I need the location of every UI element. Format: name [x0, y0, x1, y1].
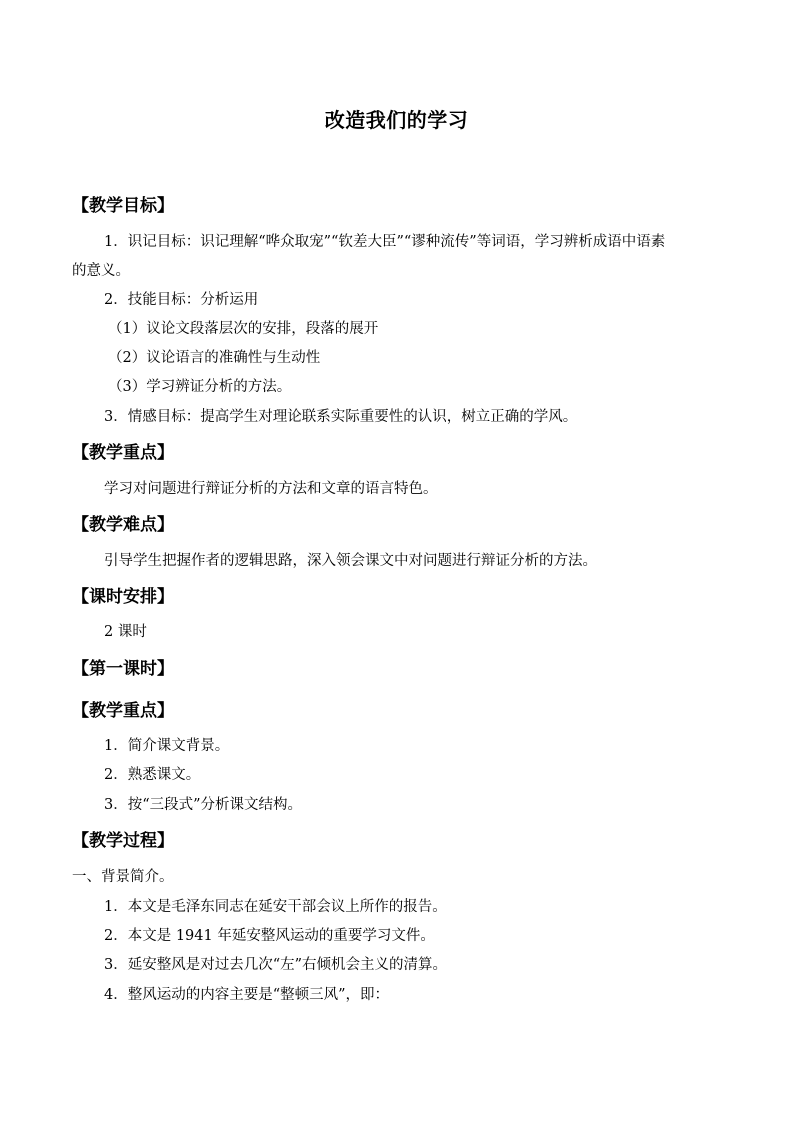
section-heading-difficulty: 【教学难点】: [72, 515, 174, 535]
key-text: 学习对问题进行辩证分析的方法和文章的语言特色。: [104, 481, 438, 497]
section-heading-process: 【教学过程】: [72, 831, 174, 851]
process-item-2: 2．本文是 1941 年延安整风运动的重要学习文件。: [104, 928, 435, 944]
goal-2-sub-2: （2）议论语言的准确性与生动性: [108, 350, 321, 366]
section-heading-goals: 【教学目标】: [72, 196, 174, 216]
goal-1-line-1: 1．识记目标：识记理解“哗众取宠”“钦差大臣”“谬种流传”等词语，学习辨析成语中语素: [104, 234, 666, 250]
lesson-1-key-2: 2．熟悉课文。: [104, 767, 201, 783]
process-part-1: 一、背景简介。: [72, 869, 174, 885]
difficulty-text: 引导学生把握作者的逻辑思路，深入领会课文中对问题进行辩证分析的方法。: [104, 553, 597, 569]
section-heading-lesson-1-key: 【教学重点】: [72, 701, 174, 721]
process-item-1: 1．本文是毛泽东同志在延安干部会议上所作的报告。: [104, 899, 447, 915]
lesson-1-key-3: 3．按“三段式”分析课文结构。: [104, 797, 303, 813]
page-title: 改造我们的学习: [324, 108, 469, 132]
section-heading-schedule: 【课时安排】: [72, 587, 174, 607]
section-heading-key: 【教学重点】: [72, 443, 174, 463]
goal-1-line-2: 的意义。: [72, 263, 130, 279]
lesson-1-key-1: 1．简介课文背景。: [104, 738, 230, 754]
process-item-4: 4．整风运动的内容主要是“整顿三风”，即：: [104, 987, 390, 1003]
schedule-text: 2 课时: [104, 624, 147, 640]
goal-3: 3．情感目标：提高学生对理论联系实际重要性的认识，树立正确的学风。: [104, 409, 578, 425]
section-heading-lesson-1: 【第一课时】: [72, 659, 174, 679]
process-item-3: 3．延安整风是对过去几次“左”右倾机会主义的清算。: [104, 957, 448, 973]
goal-2-sub-1: （1）议论文段落层次的安排，段落的展开: [108, 321, 379, 337]
goal-2: 2．技能目标：分析运用: [104, 292, 259, 308]
goal-2-sub-3: （3）学习辨证分析的方法。: [108, 379, 292, 395]
